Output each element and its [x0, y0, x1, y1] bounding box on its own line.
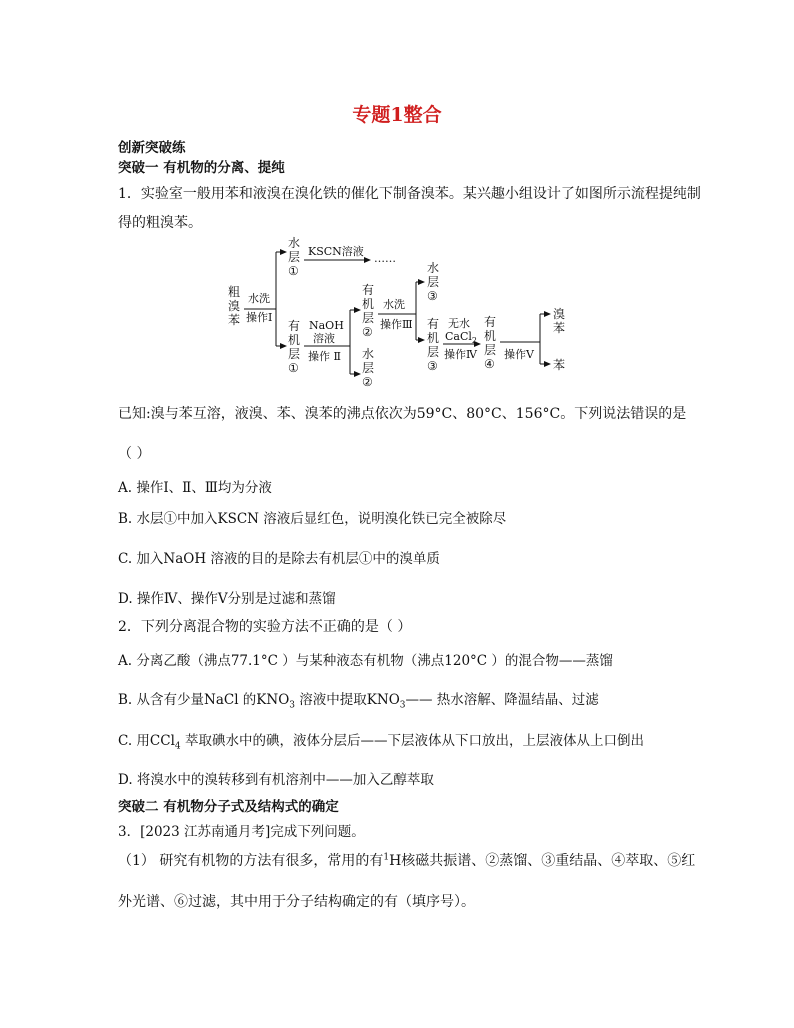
- water2-char-3: ②: [362, 375, 373, 389]
- q1-stem-line2: 得的粗溴苯。: [118, 215, 202, 231]
- q1-known: 已知:溴与苯互溶，液溴、苯、溴苯的沸点依次为59°C、80°C、156°C。下列说法错误的是: [118, 406, 687, 422]
- cacl2-label: CaCl$_2$: [445, 330, 478, 345]
- org1-char-4: ①: [288, 361, 299, 375]
- org3-char-4: ③: [427, 359, 438, 373]
- org3-char-3: 层: [427, 345, 440, 359]
- op2-label: 操作 Ⅱ: [308, 350, 341, 363]
- wash1-label: 水洗: [248, 292, 270, 305]
- section-heading: 创新突破练: [118, 140, 186, 156]
- q2-stem: 2．下列分离混合物的实验方法不正确的是（ ）: [118, 619, 412, 635]
- crude-char-2: 溴: [228, 299, 241, 313]
- water1-char-2: 层: [288, 250, 301, 264]
- op1-label: 操作Ⅰ: [246, 311, 273, 324]
- water1-char-1: 水: [288, 236, 301, 250]
- water3-char-3: ③: [427, 289, 438, 303]
- q1-option-a: A. 操作Ⅰ、Ⅱ、Ⅲ均为分液: [118, 480, 272, 496]
- bromobenzene-char-1: 溴: [553, 307, 566, 321]
- q2-option-c: C. 用CCl$_4$ 萃取碘水中的碘，液体分层后——下层液体从下口放出，上层液体从上口倒出: [118, 733, 644, 752]
- q1-option-d: D. 操作Ⅳ、操作Ⅴ分别是过滤和蒸馏: [118, 591, 336, 607]
- anhydrous-label: 无水: [448, 317, 470, 330]
- benzene-label: 苯: [553, 358, 566, 372]
- q1-option-c: C. 加入NaOH 溶液的目的是除去有机层①中的溴单质: [118, 551, 440, 567]
- org4-char-3: 层: [484, 343, 497, 357]
- water3-char-1: 水: [427, 261, 440, 275]
- org3-char-2: 机: [427, 331, 440, 345]
- q1-answer-paren: （ ）: [118, 446, 151, 462]
- org4-char-1: 有: [484, 315, 497, 329]
- org2-char-1: 有: [362, 283, 375, 297]
- org1-char-1: 有: [288, 319, 301, 333]
- purification-flow-diagram: [222, 232, 582, 389]
- breakthrough-one-heading: 突破一 有机物的分离、提纯: [118, 160, 285, 176]
- breakthrough-two-heading: 突破二 有机物分子式及结构式的确定: [118, 799, 339, 815]
- q2-option-a: A. 分离乙酸（沸点77.1°C ）与某种液态有机物（沸点120°C ）的混合物——蒸馏: [118, 653, 613, 669]
- q2-option-d: D. 将溴水中的溴转移到有机溶剂中——加入乙醇萃取: [118, 772, 434, 788]
- q3-part1-line1: （1） 研究有机物的方法有很多，常用的有$^1$H核磁共振谱、②蒸馏、③重结晶、④萃取、⑤红: [118, 852, 696, 869]
- dots-label: ……: [374, 252, 396, 265]
- q1-option-b: B. 水层①中加入KSCN 溶液后显红色，说明溴化铁已完全被除尽: [118, 511, 507, 527]
- water2-char-2: 层: [362, 361, 375, 375]
- op4-label: 操作Ⅳ: [444, 348, 477, 361]
- crude-char-1: 粗: [228, 285, 241, 299]
- org1-char-3: 层: [288, 347, 301, 361]
- op5-label: 操作Ⅴ: [504, 348, 534, 361]
- naoh-label-2: 溶液: [313, 332, 335, 345]
- org2-char-2: 机: [362, 297, 375, 311]
- org4-char-4: ④: [484, 357, 495, 371]
- q3-stem: 3．[2023 江苏南通月考]完成下列问题。: [118, 824, 365, 840]
- org2-char-4: ②: [362, 325, 373, 339]
- water2-char-1: 水: [362, 347, 375, 361]
- water3-char-2: 层: [427, 275, 440, 289]
- org2-char-3: 层: [362, 311, 375, 325]
- kscn-label: KSCN溶液: [308, 245, 364, 258]
- org4-char-2: 机: [484, 329, 497, 343]
- crude-char-3: 苯: [228, 313, 241, 327]
- bromobenzene-char-2: 苯: [553, 321, 566, 335]
- page-title: 专题1整合: [352, 104, 442, 126]
- q2-option-b: B. 从含有少量NaCl 的$KNO_3$ 溶液中提取$KNO_3——$ 热水溶解、降温结晶、过滤: [118, 692, 599, 711]
- water1-char-3: ①: [288, 264, 299, 278]
- naoh-label-1: NaOH: [309, 319, 344, 332]
- org3-char-1: 有: [427, 317, 440, 331]
- q1-stem-line1: 1．实验室一般用苯和液溴在溴化铁的催化下制备溴苯。某兴趣小组设计了如图所示流程提纯制: [118, 186, 701, 202]
- op3-label: 操作Ⅲ: [380, 318, 413, 331]
- org1-char-2: 机: [288, 333, 301, 347]
- q3-part1-line2: 外光谱、⑥过滤，其中用于分子结构确定的有（填序号）。: [118, 894, 475, 910]
- wash3-label: 水洗: [383, 298, 405, 311]
